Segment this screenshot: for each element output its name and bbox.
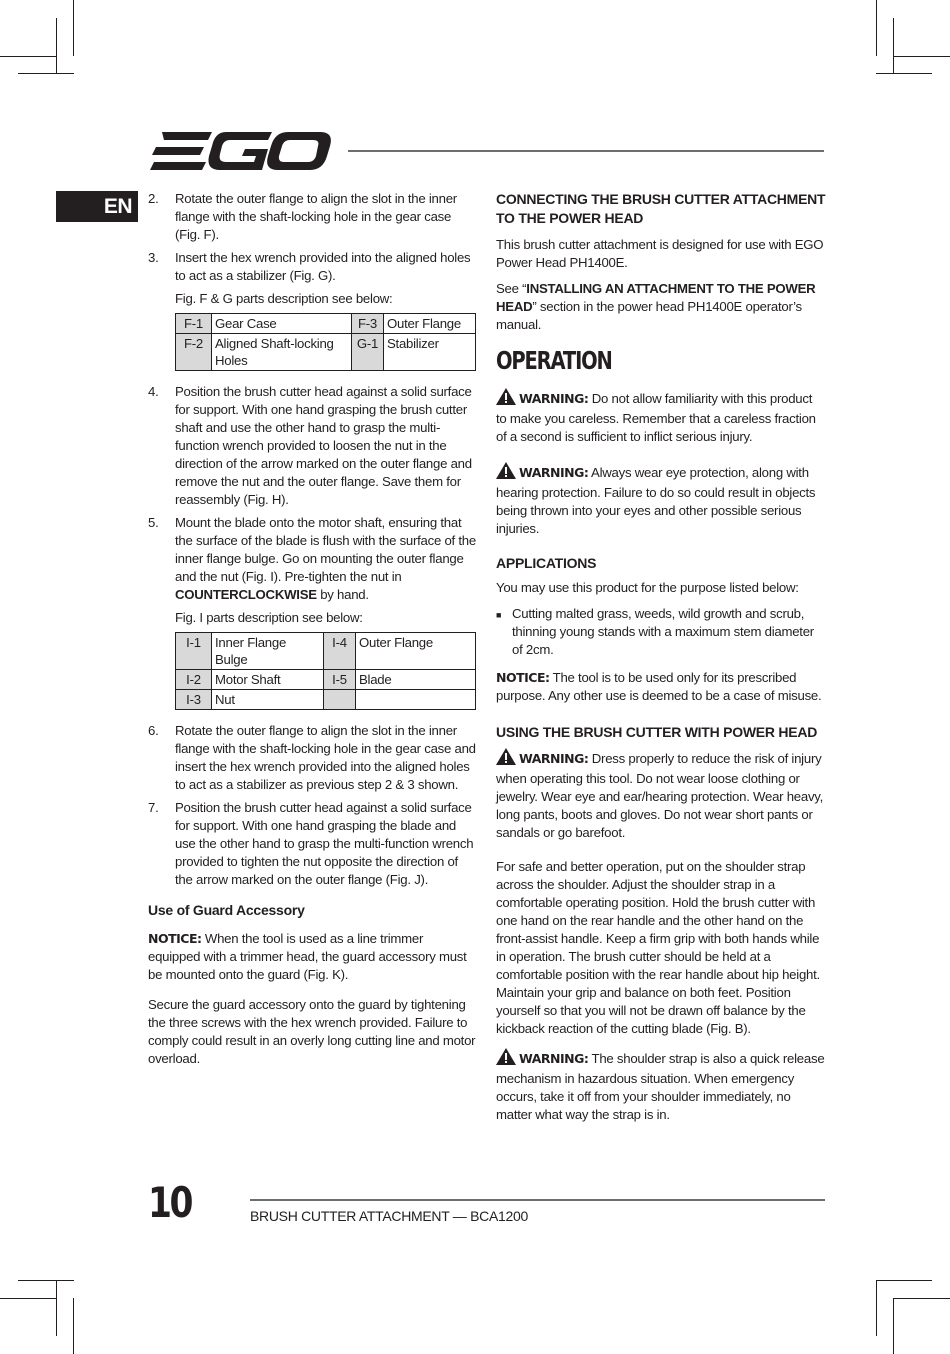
reference-text: See “ [496, 281, 527, 296]
guard-paragraph: Secure the guard accessory onto the guard by tightening the three screws with the hex wrench provided. Failure to comply could result in an overly long cutting line and motor overload. [148, 997, 476, 1066]
step-text: Position the brush cutter head against a solid surface for support. With one hand grasping the blade and use the other hand to grasp the multi-function wrench provided to tighten the nut opposite the direction of the arrow marked on the outer flange (Fig. J). [175, 800, 474, 887]
table-row [176, 314, 476, 334]
part-code: G-1 [352, 334, 384, 371]
step-text [175, 514, 478, 604]
step-3 [148, 249, 478, 285]
left-column [148, 190, 478, 1076]
warning-label: WARNING: [519, 751, 589, 766]
step-5 [148, 514, 478, 604]
crop-mark [893, 56, 950, 57]
warning-text: Always wear eye protection, along with hearing protection. Failure to do so could result in objects being thrown into your eyes and other possible serious injuries. [496, 465, 816, 536]
step-7 [148, 799, 478, 889]
part-code: F-3 [352, 314, 384, 334]
warning-block [496, 1048, 826, 1124]
ego-logo-graphic [150, 130, 332, 172]
crop-mark [56, 1280, 57, 1336]
part-name: Nut [212, 690, 324, 710]
part-name: Blade [356, 670, 476, 690]
notice-text: The tool is to be used only for its prescribed purpose. Any other use is deemed to be a case of misuse. [496, 670, 822, 703]
crop-mark [893, 1298, 894, 1354]
crop-mark [18, 73, 74, 74]
warning-block [496, 748, 826, 842]
footer-title: BRUSH CUTTER ATTACHMENT — BCA1200 [250, 1208, 528, 1224]
applications-heading: APPLICATIONS [496, 555, 597, 571]
warning-label: WARNING: [519, 465, 589, 480]
reference-text: ” section in the power head PH1400E operator’s manual. [496, 299, 802, 332]
table-i-caption: Fig. I parts description see below: [175, 610, 363, 625]
notice-label: NOTICE: [148, 931, 202, 946]
notice-label: NOTICE: [496, 670, 550, 685]
applications-bullet [496, 605, 826, 659]
step-text: Rotate the outer flange to align the slot in the inner flange with the shaft-locking hole in the gear case (Fig. F). [175, 191, 457, 242]
table-row [176, 670, 476, 690]
step-text: Rotate the outer flange to align the slot in the inner flange with the shaft-locking hole in the gear case and insert the hex wrench provided into the aligned holes to act as a stabilizer as previous step 2 & 3 shown. [175, 723, 476, 792]
bullet-square-icon: ■ [496, 610, 502, 620]
step-number: 3. [148, 250, 159, 265]
crop-mark [0, 56, 56, 57]
crop-mark [876, 1280, 877, 1336]
part-name: Stabilizer [384, 334, 476, 371]
step-4 [148, 383, 478, 509]
table-row [176, 633, 476, 670]
applications-notice [496, 669, 826, 705]
part-name: Gear Case [212, 314, 352, 334]
parts-table-fg [175, 313, 476, 371]
part-name: Outer Flange [384, 314, 476, 334]
crop-mark [56, 18, 57, 74]
part-code: I-4 [324, 633, 356, 670]
part-name: Outer Flange [356, 633, 476, 670]
crop-mark [0, 1298, 56, 1299]
crop-mark [876, 0, 877, 56]
right-column [496, 190, 826, 1140]
step-number: 7. [148, 800, 159, 815]
footer-rule [250, 1199, 825, 1201]
reference-section: INSTALLING AN ATTACHMENT TO THE POWER HEAD [496, 281, 816, 314]
step-2 [148, 190, 478, 244]
step-number: 2. [148, 191, 159, 206]
header-rule [348, 150, 824, 152]
warning-text: Dress properly to reduce the risk of injury when operating this tool. Do not wear loose clothing or jewelry. Wear eye and ear/hearing protection. Wear heavy, long pants, boots and gloves. Do not wear short pants or sandals or go barefoot. [496, 751, 824, 840]
warning-label: WARNING: [519, 391, 589, 406]
step-number: 5. [148, 515, 159, 530]
using-heading: USING THE BRUSH CUTTER WITH POWER HEAD [496, 724, 818, 740]
connecting-para: This brush cutter attachment is designed for use with EGO Power Head PH1400E. [496, 237, 824, 270]
operation-heading: OPERATION [496, 346, 612, 375]
crop-mark [893, 1298, 950, 1299]
using-paragraph: For safe and better operation, put on the shoulder strap across the shoulder. Adjust the shoulder strap in a comfortable operating position. Hold the brush cutter with one hand on the rear handle and the other hand on the front-assist handle. Keep a firm grip with both hands while in operation. The brush cutter should be held at a comfortable position with the rear handle about hip height. Maintain your grip and balance on both feet. Position yourself so that you will not be drawn off balance by the kickback reaction of the cutting blade (Fig. B). [496, 859, 820, 1036]
warning-text: Do not allow familiarity with this product to make you careless. Remember that a careless fraction of a second is sufficient to inflict serious injury. [496, 391, 816, 444]
page-number: 10 [148, 1178, 192, 1227]
ego-logo [150, 130, 332, 172]
crop-mark [876, 73, 932, 74]
step-text-part: by hand. [316, 587, 369, 602]
part-name: Aligned Shaft-locking Holes [212, 334, 352, 371]
language-tab: EN [56, 191, 138, 222]
crop-mark [73, 0, 74, 56]
part-code: I-2 [176, 670, 212, 690]
warning-block [496, 388, 826, 446]
connecting-reference [496, 280, 826, 334]
warning-triangle-icon [496, 748, 516, 770]
warning-label: WARNING: [519, 1051, 589, 1066]
table-row [176, 334, 476, 371]
crop-mark [73, 1298, 74, 1354]
connecting-heading: CONNECTING THE BRUSH CUTTER ATTACHMENT TO THE POWER HEAD [496, 191, 826, 226]
part-code: I-1 [176, 633, 212, 670]
part-name [356, 690, 476, 710]
part-code: I-3 [176, 690, 212, 710]
crop-mark [876, 1280, 932, 1281]
warning-text: The shoulder strap is also a quick release mechanism in hazardous situation. When emergency occurs, take it off from your shoulder immediately, no matter what way the strap is in. [496, 1051, 825, 1122]
step-number: 4. [148, 384, 159, 399]
step-text: Insert the hex wrench provided into the aligned holes to act as a stabilizer (Fig. G). [175, 250, 471, 283]
bullet-text: Cutting malted grass, weeds, wild growth and scrub, thinning young stands with a maximum stem diameter of 2cm. [512, 606, 814, 657]
guard-heading: Use of Guard Accessory [148, 902, 305, 918]
notice-text: When the tool is used as a line trimmer equipped with a trimmer head, the guard accessory must be mounted onto the guard (Fig. K). [148, 931, 467, 982]
warning-block [496, 462, 826, 538]
step-text-part: Mount the blade onto the motor shaft, ensuring that the surface of the blade is flush with the surface of the inner flange bulge. Go on mounting the outer flange and the nut (Fig. I). Pre-tighten the nut in [175, 515, 476, 584]
warning-triangle-icon [496, 1048, 516, 1070]
warning-triangle-icon [496, 462, 516, 484]
step-text-emphasis: COUNTERCLOCKWISE [175, 587, 317, 602]
table-row [176, 690, 476, 710]
part-code [324, 690, 356, 710]
step-number: 6. [148, 723, 159, 738]
part-name: Motor Shaft [212, 670, 324, 690]
crop-mark [893, 18, 894, 74]
guard-notice [148, 930, 478, 984]
part-code: F-2 [176, 334, 212, 371]
crop-mark [18, 1280, 74, 1281]
warning-triangle-icon [496, 388, 516, 410]
table-fg-caption: Fig. F & G parts description see below: [175, 291, 393, 306]
part-name: Inner Flange Bulge [212, 633, 324, 670]
step-text: Position the brush cutter head against a solid surface for support. With one hand grasping the brush cutter shaft and use the other hand to grasp the multi-function wrench provided to loosen the nut in the direction of the arrow marked on the outer flange and remove the nut and the outer flange. Save them for reassembly (Fig. H). [175, 384, 472, 507]
parts-table-i [175, 632, 476, 710]
applications-intro: You may use this product for the purpose listed below: [496, 580, 799, 595]
step-6 [148, 722, 478, 794]
part-code: F-1 [176, 314, 212, 334]
part-code: I-5 [324, 670, 356, 690]
